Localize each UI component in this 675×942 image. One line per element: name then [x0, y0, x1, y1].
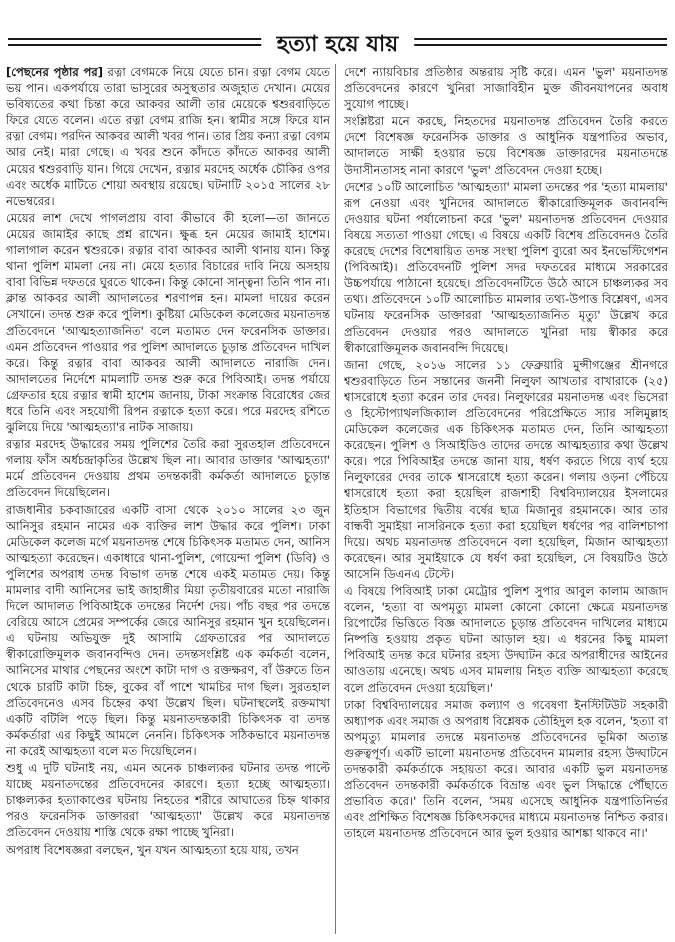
paragraph: রত্নার মরদেহ উদ্ধারের সময় পুলিশের তৈরি করা সুরতহাল প্রতিবেদনে গলায় ফাঁস অর্ধচন্দ্রাকৃতির উল্লেখ ছিল না। আবার ডাক্তার 'আত্মহত্যা' মর্মে প্রতিবেদন দেওয়ায় প্রথম তদন্তকারী কর্মকর্তা আদালতে চূড়ান্ত প্রতিবেদন দিয়েছিলেন।	[6, 437, 330, 500]
left-column	[6, 64, 330, 936]
paragraph-text: রত্না বেগমকে নিয়ে যেতে চান। রত্না বেগম যেতে ভয় পান। একপর্যায়ে তারা ভাসুরের অসুস্থতার অজুহাত দেখান। মেয়ের ভবিষ্যতের কথা চিন্তা করে আকবর আলী তার মেয়েকে শ্বশুরবাড়িতে ফিরে যেতে বলেন। এতে রত্না বেগম রাজি হন। স্বামীর সঙ্গে ফিরে যান রত্না বেগম। পরদিন আকবর আলী খবর পান। তার প্রিয় কন্যা রত্না বেগম আর নেই। মারা গেছে। এ খবর শুনে কাঁদতে কাঁদতে আকবর আলী মেয়ের শ্বশুরবাড়ি যান। গিয়ে দেখেন, রত্নার মরদেহ অর্ধেক চৌকির ওপর এবং অর্ধেক মাটিতে শোয়া অবস্থায় রয়েছে। ঘটনাটি ২০১৫ সালের ২৮ নভেম্বরের।	[6, 65, 330, 208]
article-header	[8, 30, 667, 64]
paragraph: দেশের ১০টি আলোচিত 'আত্মহত্যা' মামলা তদন্তের পর 'হত্যা মামলায়' রূপ নেওয়া এবং খুনিদের আদালতে স্বীকারোক্তিমূলক জবানবন্দি দেওয়ার ঘটনা পর্যালোচনা করে 'ভুল' ময়নাতদন্ত প্রতিবেদন দেওয়ার বিষয়ে সত্যতা পাওয়া গেছে। এ বিষয়ে একটি বিশেষ প্রতিবেদনও তৈরি করেছে দেশের বিশেষায়িত তদন্ত সংস্থা পুলিশ ব্যুরো অব ইনভেস্টিগেশন (পিবিআই)। প্রতিবেদনটি পুলিশ সদর দফতরের মাধ্যমে সরকারের উচ্চপর্যায়ে পাঠানো হয়েছে। প্রতিবেদনটিতে উঠে আসে চাঞ্চল্যকর সব তথ্য। প্রতিবেদনে ১০টি আলোচিত মামলার তথ্য-উপাত্ত বিশ্লেষণ, এসব ঘটনায় ফরেনসিক ডাক্তাররা 'আত্মহত্যাজনিত মৃত্যু' উল্লেখ করে প্রতিবেদন দেওয়ার পরও আদালতে খুনিরা দায় স্বীকার করে স্বীকারোক্তিমূলক জবানবন্দি দিয়েছে।	[344, 179, 668, 355]
paragraph: ঢাকা বিশ্ববিদ্যালয়ের সমাজ কল্যাণ ও গবেষণা ইনস্টিটিউট সহকারী অধ্যাপক এবং সমাজ ও অপরাধ বিশ্লেষক তৌহিদুল হক বলেন, 'হত্যা বা অপমৃত্যু মামলার তদন্তে ময়নাতদন্ত প্রতিবেদনের ভূমিকা অত্যন্ত গুরুত্বপূর্ণ। একটি ভালো ময়নাতদন্ত প্রতিবেদন মামলার রহস্য উদ্ঘাটনে তদন্তকারী কর্মকর্তাকে সহায়তা করে। আবার একটি ভুল ময়নাতদন্ত প্রতিবেদন তদন্তকারী কর্মকর্তাকে বিভ্রান্ত এবং ভুল সিদ্ধান্তে পৌঁছাতে প্রভাবিত করে।' তিনি বলেন, 'সময় এসেছে আধুনিক যন্ত্রপাতিনির্ভর এবং প্রশিক্ষিত বিশেষজ্ঞ চিকিৎসকদের মাধ্যমে ময়নাতদন্ত নিশ্চিত করার। তাহলে ময়নাতদন্ত প্রতিবেদনে আর ভুল হওয়ার আশঙ্কা থাকবে না।'	[344, 697, 668, 841]
paragraph: রাজধানীর চকবাজারের একটি বাসা থেকে ২০১০ সালের ২৩ জুন আনিসুর রহমান নামের এক ব্যক্তির লাশ উদ্ধার করে পুলিশ। ঢাকা মেডিকেল কলেজ মর্গে ময়নাতদন্ত শেষে চিকিৎসক মতামত দেন, আনিস আত্মহত্যা করেছেন। একাধারে থানা-পুলিশ, গোয়েন্দা পুলিশ (ডিবি) ও পুলিশের অপরাধ তদন্ত বিভাগ তদন্ত শেষে একই মতামত দেয়। কিন্তু মামলার বাদী আনিসের ভাই জাহাঙ্গীর মিয়া তৃতীয়বারের মতো নারাজি দিলে আদালত পিবিআইকে তদন্তের নির্দেশ দেয়। পাঁচ বছর পর তদন্তে বেরিয়ে আসে প্রেমের সম্পর্কের জেরে আনিসুর রহমান খুন হয়েছিলেন। এ ঘটনায় অভিযুক্ত দুই আসামি গ্রেফতারের পর আদালতে স্বীকারোক্তিমূলক জবানবন্দিও দেন। তদন্তসংশ্লিষ্ট এক কর্মকর্তা বলেন, আনিসের মাথার পেছনের অংশে কাটা দাগ ও রক্তক্ষরণ, বাঁ উরুতে তিন থেকে চারটি কাটা চিহ্ন, বুকের বাঁ পাশে খামচির দাগ ছিল। সুরতহাল প্রতিবেদনেও এসব চিহ্নের কথা উল্লেখ ছিল। ঘটনাস্থলেই রক্তমাখা একটি বটিলি পড়ে ছিল। কিন্তু ময়নাতদন্তকারী চিকিৎসক বা তদন্ত কর্মকর্তারা এর কিছুই আমলে নেননি। চিকিৎসক সঠিকভাবে ময়নাতদন্ত না করেই আত্মহত্যা বলে মত দিয়েছিলেন।	[6, 502, 330, 758]
continued-label: [পেছনের পৃষ্ঠার পর]	[6, 65, 104, 79]
paragraph: জানা গেছে, ২০১৬ সালের ১১ ফেব্রুয়ারি মুন্সীগঞ্জের শ্রীনগরে শ্বশুরবাড়িতে তিন সন্তানের জননী নিলুফা আখতার বাখারাকে (২৫) শ্বাসরোধে হত্যা করেন তার দেবর। নিলুফারের ময়নাতদন্ত এবং ভিসেরা ও হিস্টোপ্যাথলজিক্যাল প্রতিবেদনের পরিপ্রেক্ষিতে স্যার সলিমুল্লাহ মেডিকেল কলেজের এক চিকিৎসক মতামত দেন, তিনি আত্মহত্যা করেছেন। পুলিশ ও সিআইডিও তাদের তদন্তে আত্মহত্যার কথা উল্লেখ করে। পরে পিবিআইর তদন্তে জানা যায়, ধর্ষণ করতে গিয়ে ব্যর্থ হয়ে নিলুফারের দেবর তাকে শ্বাসরোধে হত্যা করেন। গলায় ওড়না পেঁচিয়ে শ্বাসরোধে হত্যা করা হয়েছিল রাজশাহী বিশ্ববিদ্যালয়ের ইসলামের ইতিহাস বিভাগের দ্বিতীয় বর্ষের ছাত্র মিজানুর রহমানকে। আর তার বান্ধবী সুমাইয়া নাসরিনকে হত্যা করা হয়েছিল ধর্ষণের পর বালিশচাপা দিয়ে। অথচ ময়নাতদন্ত প্রতিবেদনে বলা হয়েছিল, মিজান আত্মহত্যা করেছেন। আর সুমাইয়াকে যে ধর্ষণ করা হয়েছিল, সে বিষয়টিও উঠে আসেনি ডিএনএ টেস্টে।	[344, 357, 668, 581]
paragraph: দেশে ন্যায়বিচার প্রতিষ্ঠার অন্তরায় সৃষ্টি করে। এমন 'ভুল' ময়নাতদন্ত প্রতিবেদনের কারণে খুনিরা সাজাবিহীন মুক্ত জীবনযাপনের অবাধ সুযোগ পাচ্ছে।	[344, 65, 668, 112]
paragraph	[6, 64, 330, 209]
right-column	[344, 64, 668, 936]
column-divider	[335, 64, 336, 934]
paragraph: শুধু এ দুটি ঘটনাই নয়, এমন অনেক চাঞ্চল্যকর ঘটনার তদন্ত পাল্টে যাচ্ছে ময়নাতদন্তের প্রতিবেদনের কারণে। হত্যা হচ্ছে আত্মহত্যা। চাঞ্চল্যকর হত্যাকাণ্ডের ঘটনায় নিহতের শরীরে আঘাতের চিহ্ন থাকার পরও ফরেনসিক ডাক্তাররা 'আত্মহত্যা' উল্লেখ করে ময়নাতদন্ত প্রতিবেদন দেওয়ায় শাস্তি থেকে রক্ষা পাচ্ছে খুনিরা।	[6, 761, 330, 840]
paragraph: এ বিষয়ে পিবিআই ঢাকা মেট্রোর পুলিশ সুপার আবুল কালাম আজাদ বলেন, 'হত্যা বা অপমৃত্যু মামলা কোনো কোনো ক্ষেত্রে ময়নাতদন্ত রিপোর্টের ভিত্তিতে বিজ্ঞ আদালতে চূড়ান্ত প্রতিবেদন দাখিলের মাধ্যমে নিষ্পত্তি হওয়ায় প্রকৃত ঘটনা আড়াল হয়। এ ধরনের কিছু মামলা পিবিআই তদন্ত করে ঘটনার রহস্য উদ্ঘাটন করে অপরাধীদের আইনের আওতায় এনেছে। অথচ এসব মামলায় নিহত ব্যক্তি আত্মহত্যা করেছে বলে প্রতিবেদন দেওয়া হয়েছিল।'	[344, 584, 668, 695]
paragraph: মেয়ের লাশ দেখে পাগলপ্রায় বাবা কীভাবে কী হলো—তা জানতে মেয়ের জামাইর কাছে প্রশ্ন রাখেন। ক্ষুব্ধ হন মেয়ের জামাই হাশেম। গালাগাল করেন শ্বশুরকে। রত্নার বাবা আকবর আলী থানায় যান। কিন্তু থানা পুলিশ মামলা নেয় না। মেয়ে হত্যার বিচারের দাবি নিয়ে অসহায় বাবা বিভিন্ন দফতরে ঘুরতে থাকেন। কিন্তু কোনো সান্ত্বনা তিনি পান না। ক্লান্ত আকবর আলী আদালতের শরণাপন্ন হন। মামলা দায়ের করেন সেখানে। তদন্ত শুরু করে পুলিশ। কুষ্টিয়া মেডিকেল কলেজের ময়নাতদন্ত প্রতিবেদনে 'আত্মহত্যাজনিত' বলে মতামত দেন ফরেনসিক ডাক্তার। এমন প্রতিবেদন পাওয়ার পর পুলিশ আদালতে চূড়ান্ত প্রতিবেদন দাখিল করে। কিন্তু রত্নার বাবা আকবর আলী আদালতে নারাজি দেন। আদালতের নির্দেশে মামলাটি তদন্ত শুরু করে পিবিআই। তদন্ত পর্যায়ে গ্রেফতার হয়ে রত্নার স্বামী হাশেম জানায়, টাকা সংক্রান্ত বিরোধের জের ধরে তিনি এবং সহযোগী রিপন রত্নাকে হত্যা করে। পরে মরদেহ রশিতে ঝুলিয়ে দিয়ে 'আত্মহত্যা'র নাটক সাজায়।	[6, 210, 330, 435]
article-title: হত্যা হয়ে যায়	[261, 30, 415, 58]
paragraph: সংশ্লিষ্টরা মনে করছে, নিহতদের ময়নাতদন্ত প্রতিবেদন তৈরি করতে দেশে বিশেষজ্ঞ ফরেনসিক ডাক্তার ও আধুনিক যন্ত্রপাতির অভাব, আদালতে সাক্ষী হওয়ার ভয়ে বিশেষজ্ঞ ডাক্তারদের ময়নাতদন্তে উদাসীনতাসহ নানা কারণে 'ভুল' প্রতিবেদন দেওয়া হচ্ছে।	[344, 114, 668, 177]
paragraph: অপরাধ বিশেষজ্ঞরা বলছেন, খুন যখন আত্মহত্যা হয়ে যায়, তখন	[6, 842, 299, 857]
